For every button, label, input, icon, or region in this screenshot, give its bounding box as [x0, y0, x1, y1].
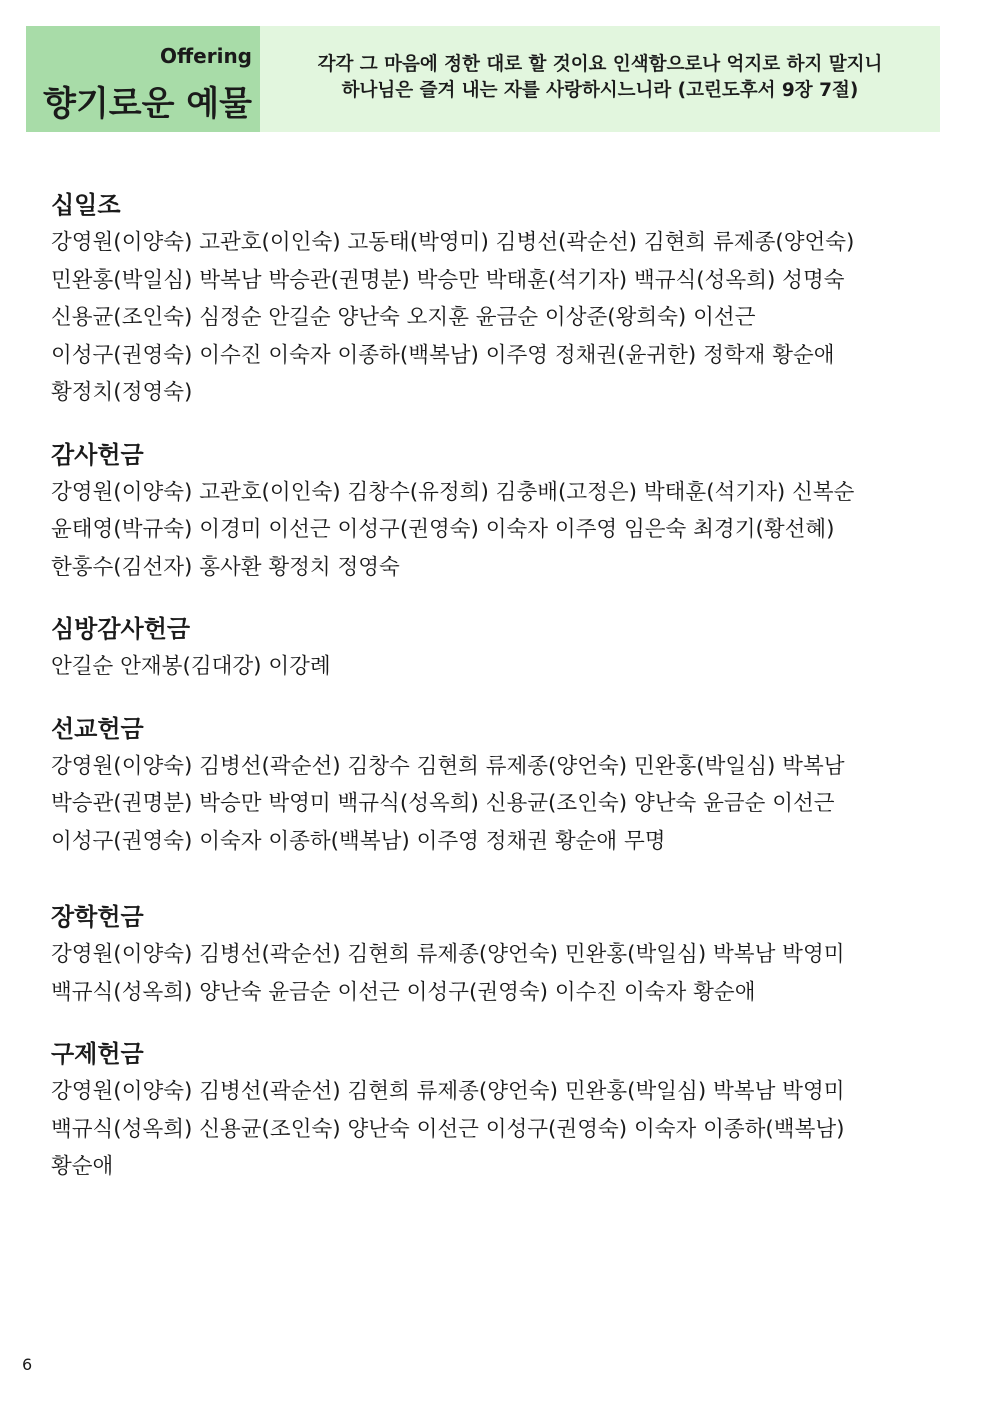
donor-line: 강영원(이양숙) 고관호(이인숙) 고동태(박영미) 김병선(곽순선) 김현희 류제종(양언숙) — [51, 230, 855, 255]
donor-line: 백규식(성옥희) 양난숙 윤금순 이선근 이성구(권영숙) 이수진 이숙자 황순애 — [51, 979, 756, 1005]
header-title-block — [26, 26, 260, 132]
donor-line: 안길순 안재봉(김대강) 이강례 — [51, 654, 331, 679]
section-title: 구제헌금 — [51, 1040, 144, 1068]
section-thanksgiving — [51, 436, 931, 587]
page-number: 6 — [22, 1355, 33, 1374]
donor-line: 이성구(권영숙) 이수진 이숙자 이종하(백복남) 이주영 정채권(윤귀한) 정학재 황순애 — [51, 342, 835, 368]
donor-line: 백규식(성옥희) 신용균(조인숙) 양난숙 이선근 이성구(권영숙) 이숙자 이종하(백복남) — [51, 1116, 845, 1142]
header-verse-block — [260, 26, 940, 132]
verse-line-1: 각각 그 마음에 정한 대로 할 것이요 인색함으로나 억지로 하지 말지니 — [317, 54, 883, 75]
donor-line: 강영원(이양숙) 김병선(곽순선) 김창수 김현희 류제종(양언숙) 민완홍(박일심) 박복남 — [51, 753, 845, 779]
donor-line: 민완홍(박일심) 박복남 박승관(권명분) 박승만 박태훈(석기자) 백규식(성옥희) 성명숙 — [51, 267, 845, 293]
donor-line: 강영원(이양숙) 김병선(곽순선) 김현희 류제종(양언숙) 민완홍(박일심) 박복남 박영미 — [51, 942, 845, 967]
verse-line-2: 하나님은 즐겨 내는 자를 사랑하시느니라 (고린도후서 9장 7절) — [341, 80, 859, 101]
section-relief — [51, 1035, 931, 1186]
donor-line: 황순애 — [51, 1154, 114, 1179]
donor-line: 강영원(이양숙) 고관호(이인숙) 김창수(유정희) 김충배(고정은) 박태훈(석기자) 신복순 — [51, 479, 855, 505]
section-mission — [51, 710, 931, 861]
offering-list — [51, 186, 931, 1186]
section-title: 십일조 — [51, 191, 121, 219]
donor-line: 강영원(이양숙) 김병선(곽순선) 김현희 류제종(양언숙) 민완홍(박일심) 박복남 박영미 — [51, 1079, 845, 1104]
section-title: 장학헌금 — [51, 903, 144, 931]
header-english-label: Offering — [159, 44, 252, 68]
section-visitation-thanksgiving — [51, 610, 931, 686]
section-tithe — [51, 186, 931, 412]
section-scholarship — [51, 898, 931, 1011]
donor-line: 박승관(권명분) 박승만 박영미 백규식(성옥희) 신용균(조인숙) 양난숙 윤금순 이선근 — [51, 791, 835, 816]
section-title: 감사헌금 — [51, 440, 144, 469]
donor-line: 윤태영(박규숙) 이경미 이선근 이성구(권영숙) 이숙자 이주영 임은숙 최경기(황선혜) — [51, 517, 835, 542]
header-title: 향기로운 예물 — [43, 84, 252, 124]
donor-line: 이성구(권영숙) 이숙자 이종하(백복남) 이주영 정채권 황순애 무명 — [51, 828, 666, 854]
offering-header — [26, 26, 940, 132]
donor-line: 신용균(조인숙) 심정순 안길순 양난숙 오지훈 윤금순 이상준(왕희숙) 이선근 — [51, 305, 756, 330]
donor-line: 한홍수(김선자) 홍사환 황정치 정영숙 — [51, 554, 400, 580]
donor-line: 황정치(정영숙) — [51, 380, 193, 405]
section-title: 선교헌금 — [51, 714, 144, 743]
section-title: 심방감사헌금 — [51, 615, 191, 643]
